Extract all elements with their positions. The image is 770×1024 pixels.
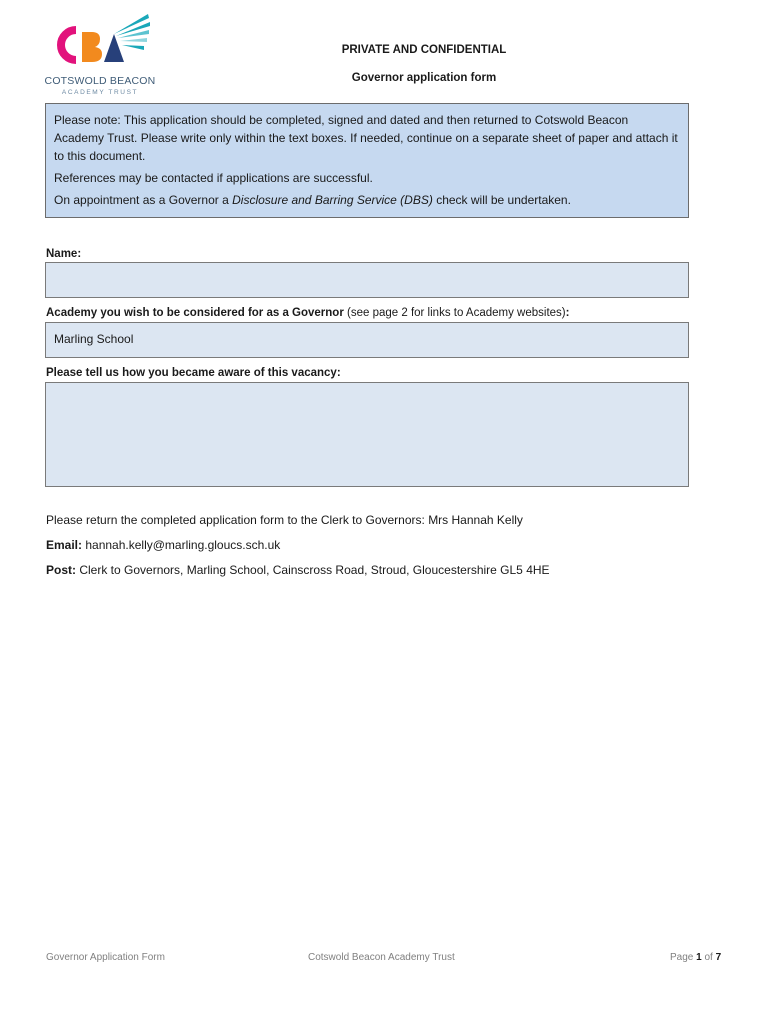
email-address[interactable]: hannah.kelly@marling.gloucs.sch.uk <box>82 538 281 552</box>
name-label: Name: <box>46 248 82 260</box>
footer-page-number: Page 1 of 7 <box>670 952 722 963</box>
logo-name: COTSWOLD BEACON <box>44 75 156 87</box>
vacancy-label: Please tell us how you became aware of this vacancy: <box>46 367 341 379</box>
email-line: Email: hannah.kelly@marling.gloucs.sch.uk <box>46 538 281 552</box>
academy-label: Academy you wish to be considered for as a Governor (see page 2 for links to Academy websites): <box>46 307 570 319</box>
footer-center: Cotswold Beacon Academy Trust <box>308 952 455 963</box>
vacancy-field[interactable] <box>45 382 689 487</box>
name-field[interactable] <box>45 262 689 298</box>
cbat-logo-mark-icon <box>52 12 152 72</box>
note-paragraph: Please note: This application should be completed, signed and dated and then returned to Cotswold Beacon Academy Trust. Please write only within the text boxes. If needed, continue on a separate sheet of paper and attach it to this document. <box>54 113 678 163</box>
instructions-note <box>45 103 689 218</box>
confidential-heading: PRIVATE AND CONFIDENTIAL <box>341 44 507 56</box>
post-line: Post: Clerk to Governors, Marling School, Cainscross Road, Stroud, Gloucestershire GL5 4HE <box>46 563 550 577</box>
form-title: Governor application form <box>351 72 497 84</box>
note-paragraph: References may be contacted if applications are successful. <box>54 171 373 185</box>
trust-logo <box>38 12 158 100</box>
note-paragraph: On appointment as a Governor a Disclosure and Barring Service (DBS) check will be undertaken. <box>54 193 571 207</box>
return-instructions: Please return the completed application form to the Clerk to Governors: Mrs Hannah Kelly <box>46 513 523 527</box>
academy-field[interactable]: Marling School <box>45 322 689 358</box>
footer-left: Governor Application Form <box>46 952 165 963</box>
logo-subtitle: ACADEMY TRUST <box>61 89 139 96</box>
